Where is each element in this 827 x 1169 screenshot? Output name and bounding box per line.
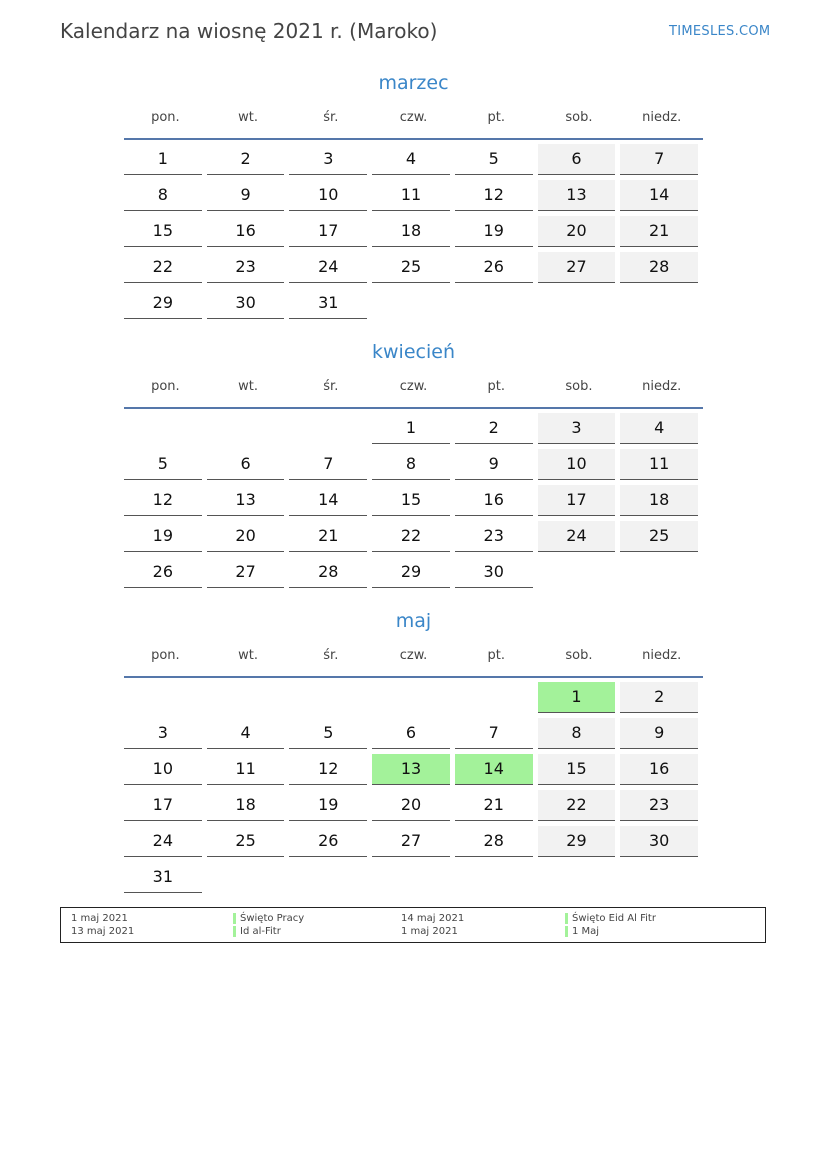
day-number: 16 (207, 216, 285, 247)
weekday-header-row (124, 635, 703, 676)
day-cell (207, 790, 290, 826)
brand-link[interactable]: TIMESLES.COM (669, 24, 771, 39)
day-cell (620, 718, 703, 754)
day-cell (620, 485, 703, 521)
day-number: 11 (207, 754, 285, 785)
day-cell (372, 252, 455, 288)
day-cell (289, 449, 372, 485)
day-cell (124, 557, 207, 593)
empty-day-cell (207, 862, 290, 898)
day-number: 25 (372, 252, 450, 283)
weekday-label: sob. (565, 379, 593, 394)
week-row (124, 521, 703, 557)
empty-day-cell (455, 288, 538, 324)
day-cell (455, 485, 538, 521)
week-row (124, 413, 703, 449)
day-cell (455, 790, 538, 826)
day-number: 12 (124, 485, 202, 516)
day-cell (538, 252, 621, 288)
empty-day-cell (538, 862, 621, 898)
day-cell (372, 521, 455, 557)
weekday-label: sob. (565, 648, 593, 663)
empty-day-cell (289, 682, 372, 718)
day-number: 13 (207, 485, 285, 516)
day-grid (124, 413, 703, 593)
weekday-label: pon. (151, 648, 180, 663)
empty-day-cell (124, 413, 207, 449)
weekday-label: pon. (151, 110, 180, 125)
empty-day-cell (372, 682, 455, 718)
day-cell (538, 521, 621, 557)
day-number: 20 (207, 521, 285, 552)
day-cell (289, 180, 372, 216)
day-cell (124, 790, 207, 826)
day-cell (372, 485, 455, 521)
day-grid (124, 144, 703, 324)
day-number: 29 (372, 557, 450, 588)
day-cell (207, 449, 290, 485)
day-number: 20 (372, 790, 450, 821)
day-cell (207, 718, 290, 754)
day-cell (372, 754, 455, 790)
day-cell (455, 557, 538, 593)
day-number: 13 (538, 180, 616, 211)
day-number: 21 (620, 216, 698, 247)
day-cell (372, 144, 455, 180)
day-number: 4 (620, 413, 698, 444)
day-cell (455, 718, 538, 754)
header-divider (124, 138, 703, 140)
day-cell (620, 216, 703, 252)
week-row (124, 144, 703, 180)
day-number: 14 (455, 754, 533, 785)
weekday-label: pt. (487, 379, 505, 394)
day-number: 31 (124, 862, 202, 893)
day-cell (207, 288, 290, 324)
day-number: 22 (372, 521, 450, 552)
day-cell (538, 826, 621, 862)
day-number: 7 (455, 718, 533, 749)
day-number: 29 (124, 288, 202, 319)
day-number: 16 (455, 485, 533, 516)
day-cell (455, 252, 538, 288)
day-number: 24 (538, 521, 616, 552)
day-number: 24 (124, 826, 202, 857)
day-cell (124, 521, 207, 557)
day-cell (620, 521, 703, 557)
month-april (124, 338, 703, 593)
weekday-label: wt. (238, 379, 259, 394)
day-number: 14 (289, 485, 367, 516)
day-cell (620, 754, 703, 790)
day-number: 22 (538, 790, 616, 821)
week-row (124, 216, 703, 252)
week-row (124, 718, 703, 754)
day-number: 26 (455, 252, 533, 283)
week-row (124, 754, 703, 790)
day-number: 27 (207, 557, 285, 588)
day-number: 22 (124, 252, 202, 283)
month-march (124, 69, 703, 324)
legend-holiday-name: Święto Eid Al Fitr (565, 913, 656, 924)
day-cell (124, 826, 207, 862)
day-cell (620, 413, 703, 449)
day-cell (207, 180, 290, 216)
day-cell (124, 862, 207, 898)
day-number: 2 (455, 413, 533, 444)
day-cell (207, 826, 290, 862)
day-cell (455, 180, 538, 216)
day-number: 12 (455, 180, 533, 211)
day-number: 10 (124, 754, 202, 785)
day-number: 15 (538, 754, 616, 785)
day-cell (372, 826, 455, 862)
day-number: 8 (372, 449, 450, 480)
day-cell (207, 521, 290, 557)
day-grid (124, 682, 703, 898)
day-cell (124, 288, 207, 324)
day-number: 27 (372, 826, 450, 857)
day-cell (538, 449, 621, 485)
day-number: 6 (207, 449, 285, 480)
day-number: 2 (620, 682, 698, 713)
day-number: 18 (372, 216, 450, 247)
day-cell (289, 216, 372, 252)
day-number: 7 (620, 144, 698, 175)
week-row (124, 485, 703, 521)
month-name: maj (395, 610, 432, 632)
day-cell (289, 252, 372, 288)
week-row (124, 252, 703, 288)
legend-date: 1 maj 2021 (401, 926, 458, 937)
day-cell (124, 449, 207, 485)
day-cell (372, 790, 455, 826)
day-cell (620, 826, 703, 862)
weekday-label: pt. (487, 648, 505, 663)
day-cell (289, 718, 372, 754)
day-cell (289, 288, 372, 324)
day-cell (538, 485, 621, 521)
day-cell (538, 144, 621, 180)
weekday-label: śr. (323, 648, 339, 663)
day-cell (207, 216, 290, 252)
month-name: marzec (378, 72, 449, 94)
day-cell (372, 413, 455, 449)
day-cell (124, 180, 207, 216)
weekday-header-row (124, 366, 703, 407)
day-cell (289, 485, 372, 521)
day-number: 28 (620, 252, 698, 283)
day-number: 13 (372, 754, 450, 785)
day-number: 9 (455, 449, 533, 480)
weekday-label: wt. (238, 110, 259, 125)
day-cell (455, 144, 538, 180)
week-row (124, 449, 703, 485)
day-number: 20 (538, 216, 616, 247)
day-number: 17 (124, 790, 202, 821)
day-number: 19 (455, 216, 533, 247)
day-cell (620, 449, 703, 485)
day-number: 3 (538, 413, 616, 444)
day-number: 28 (289, 557, 367, 588)
day-number: 10 (538, 449, 616, 480)
empty-day-cell (538, 288, 621, 324)
empty-day-cell (289, 862, 372, 898)
header-divider (124, 676, 703, 678)
empty-day-cell (289, 413, 372, 449)
day-number: 6 (372, 718, 450, 749)
weekday-label: czw. (399, 648, 428, 663)
day-cell (538, 718, 621, 754)
weekday-header-row (124, 97, 703, 138)
day-number: 8 (124, 180, 202, 211)
legend-date: 1 maj 2021 (71, 913, 128, 924)
day-number: 19 (289, 790, 367, 821)
day-number: 23 (207, 252, 285, 283)
day-cell (372, 449, 455, 485)
week-row (124, 790, 703, 826)
day-number: 7 (289, 449, 367, 480)
legend-holiday-name: Id al-Fitr (233, 926, 281, 937)
day-number: 29 (538, 826, 616, 857)
week-row (124, 826, 703, 862)
empty-day-cell (455, 682, 538, 718)
empty-day-cell (620, 862, 703, 898)
day-number: 5 (289, 718, 367, 749)
day-number: 1 (372, 413, 450, 444)
day-number: 5 (124, 449, 202, 480)
empty-day-cell (620, 557, 703, 593)
day-cell (538, 413, 621, 449)
day-number: 11 (372, 180, 450, 211)
weekday-label: śr. (323, 379, 339, 394)
week-row (124, 180, 703, 216)
empty-day-cell (620, 288, 703, 324)
legend-holiday-name: Święto Pracy (233, 913, 304, 924)
day-cell (372, 216, 455, 252)
day-cell (124, 216, 207, 252)
day-cell (207, 754, 290, 790)
day-number: 17 (538, 485, 616, 516)
day-cell (289, 790, 372, 826)
day-number: 21 (289, 521, 367, 552)
day-cell (455, 826, 538, 862)
day-number: 4 (207, 718, 285, 749)
empty-day-cell (372, 862, 455, 898)
weekday-label: śr. (323, 110, 339, 125)
day-cell (538, 682, 621, 718)
day-number: 2 (207, 144, 285, 175)
day-number: 11 (620, 449, 698, 480)
day-number: 26 (124, 557, 202, 588)
weekday-label: pon. (151, 379, 180, 394)
weekday-label: sob. (565, 110, 593, 125)
legend-date: 14 maj 2021 (401, 913, 465, 924)
day-number: 23 (455, 521, 533, 552)
day-cell (455, 413, 538, 449)
weekday-label: czw. (399, 379, 428, 394)
day-cell (455, 521, 538, 557)
empty-day-cell (455, 862, 538, 898)
week-row (124, 288, 703, 324)
weekday-label: czw. (399, 110, 428, 125)
day-cell (620, 790, 703, 826)
day-cell (372, 557, 455, 593)
empty-day-cell (372, 288, 455, 324)
day-cell (538, 754, 621, 790)
day-number: 14 (620, 180, 698, 211)
legend-holiday-name: 1 Maj (565, 926, 599, 937)
day-number: 31 (289, 288, 367, 319)
day-number: 9 (207, 180, 285, 211)
legend-date: 13 maj 2021 (71, 926, 135, 937)
day-number: 12 (289, 754, 367, 785)
day-number: 18 (207, 790, 285, 821)
day-cell (207, 144, 290, 180)
day-number: 9 (620, 718, 698, 749)
day-number: 30 (207, 288, 285, 319)
day-cell (124, 718, 207, 754)
day-cell (289, 144, 372, 180)
day-cell (207, 252, 290, 288)
day-number: 15 (372, 485, 450, 516)
empty-day-cell (207, 413, 290, 449)
day-number: 30 (455, 557, 533, 588)
day-number: 30 (620, 826, 698, 857)
day-number: 27 (538, 252, 616, 283)
week-row (124, 682, 703, 718)
weekday-label: wt. (238, 648, 259, 663)
day-cell (289, 826, 372, 862)
day-number: 19 (124, 521, 202, 552)
day-number: 28 (455, 826, 533, 857)
weekday-label: niedz. (642, 110, 682, 125)
day-number: 6 (538, 144, 616, 175)
day-number: 17 (289, 216, 367, 247)
day-number: 16 (620, 754, 698, 785)
day-cell (620, 144, 703, 180)
day-cell (207, 485, 290, 521)
day-number: 4 (372, 144, 450, 175)
empty-day-cell (538, 557, 621, 593)
day-cell (207, 557, 290, 593)
day-cell (289, 754, 372, 790)
month-may (124, 607, 703, 898)
day-cell (455, 216, 538, 252)
day-number: 18 (620, 485, 698, 516)
day-number: 1 (538, 682, 616, 713)
day-cell (620, 180, 703, 216)
day-cell (124, 754, 207, 790)
empty-day-cell (207, 682, 290, 718)
day-cell (620, 682, 703, 718)
day-cell (124, 485, 207, 521)
holiday-legend (60, 907, 766, 943)
day-cell (455, 449, 538, 485)
day-number: 15 (124, 216, 202, 247)
day-number: 25 (620, 521, 698, 552)
day-cell (124, 252, 207, 288)
header-divider (124, 407, 703, 409)
day-number: 3 (124, 718, 202, 749)
day-number: 21 (455, 790, 533, 821)
weekday-label: niedz. (642, 648, 682, 663)
day-cell (124, 144, 207, 180)
day-number: 8 (538, 718, 616, 749)
page-title: Kalendarz na wiosnę 2021 r. (Maroko) (60, 19, 438, 43)
day-cell (372, 180, 455, 216)
week-row (124, 557, 703, 593)
day-number: 23 (620, 790, 698, 821)
week-row (124, 862, 703, 898)
day-cell (289, 521, 372, 557)
day-cell (620, 252, 703, 288)
day-number: 25 (207, 826, 285, 857)
day-number: 3 (289, 144, 367, 175)
empty-day-cell (124, 682, 207, 718)
day-number: 24 (289, 252, 367, 283)
weekday-label: pt. (487, 110, 505, 125)
month-name: kwiecień (372, 341, 455, 363)
day-cell (455, 754, 538, 790)
day-cell (372, 718, 455, 754)
day-number: 26 (289, 826, 367, 857)
day-cell (538, 790, 621, 826)
day-cell (538, 180, 621, 216)
day-cell (289, 557, 372, 593)
day-cell (538, 216, 621, 252)
weekday-label: niedz. (642, 379, 682, 394)
day-number: 10 (289, 180, 367, 211)
day-number: 5 (455, 144, 533, 175)
day-number: 1 (124, 144, 202, 175)
